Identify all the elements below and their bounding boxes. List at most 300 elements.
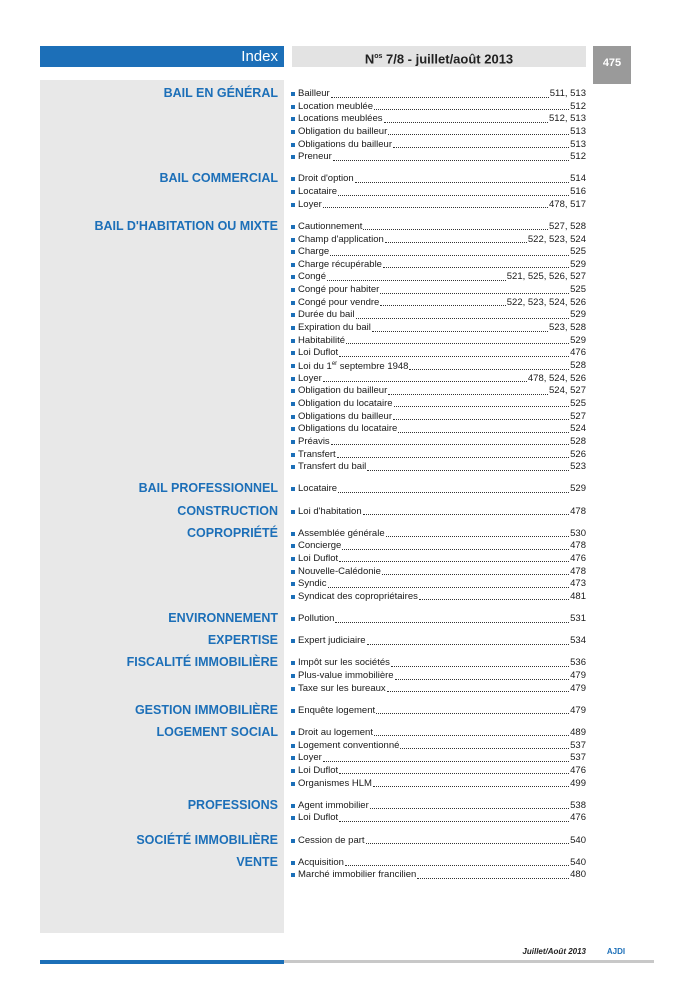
entry-pages: 540 — [570, 856, 586, 868]
dot-leader — [400, 748, 569, 749]
entry-term-text: Bailleur — [298, 88, 330, 99]
entry-pages: 513 — [570, 138, 586, 150]
entry-term — [298, 869, 416, 881]
dot-leader — [337, 457, 569, 458]
bullet-icon — [291, 238, 295, 242]
entry-pages: 531 — [570, 613, 586, 625]
dot-leader — [393, 419, 569, 420]
entry-pages: 476 — [570, 347, 586, 359]
index-entry — [291, 528, 586, 540]
dot-leader — [398, 432, 569, 433]
entry-pages: 476 — [570, 552, 586, 564]
entry-term — [298, 613, 334, 625]
bullet-icon — [291, 377, 295, 381]
index-entry — [291, 88, 586, 100]
dot-leader — [366, 843, 570, 844]
entry-term-text: Preneur — [298, 151, 332, 163]
dot-leader — [372, 331, 548, 332]
entry-term — [298, 506, 362, 518]
bullet-icon — [291, 544, 295, 548]
index-entry — [291, 284, 586, 296]
entry-pages: 513 — [570, 125, 586, 137]
entry-term — [298, 752, 322, 764]
dot-leader — [338, 492, 569, 493]
entry-pages: 523 — [570, 461, 586, 473]
entry-term — [298, 101, 373, 113]
entry-pages: 540 — [570, 834, 586, 846]
entry-pages: 478, 524, 526 — [527, 372, 586, 384]
index-entry — [291, 373, 586, 385]
entry-term-text: Loyer — [298, 752, 322, 764]
dot-leader — [393, 147, 569, 148]
dot-leader — [355, 182, 569, 183]
dot-leader — [323, 207, 548, 208]
entry-term-text: Obligation du locataire — [298, 397, 393, 409]
dot-leader — [380, 293, 569, 294]
entry-term — [298, 812, 338, 824]
entry-term-text: Transfert du bail — [298, 461, 367, 473]
entry-term — [298, 284, 379, 296]
entry-pages: 473 — [570, 578, 586, 590]
entry-term — [298, 221, 362, 233]
entry-term-text: Obligation du bailleur — [298, 125, 388, 137]
index-entry — [291, 221, 586, 233]
dot-leader — [417, 878, 569, 879]
index-entry — [291, 151, 586, 163]
index-entry — [291, 635, 586, 647]
entry-term-text: Enquête logement — [298, 704, 376, 716]
entry-term-text: Obligations du bailleur — [298, 410, 393, 422]
entry-term — [298, 765, 338, 777]
entry-term — [298, 309, 355, 321]
bullet-icon — [291, 804, 295, 808]
bullet-icon — [291, 225, 295, 229]
entry-term — [298, 398, 393, 410]
index-entry — [291, 566, 586, 578]
entry-pages: 528 — [570, 435, 586, 447]
entry-term-text: Pollution — [298, 613, 335, 625]
entry-term — [298, 835, 365, 847]
entry-pages: 512 — [570, 100, 586, 112]
entry-pages: 512, 513 — [549, 113, 586, 125]
entry-pages: 521, 525, 526, 527 — [506, 271, 586, 283]
entry-pages: 476 — [570, 812, 586, 824]
index-entry — [291, 461, 586, 473]
entry-pages: 529 — [570, 334, 586, 346]
category-heading: VENTE — [236, 854, 278, 869]
entry-term-text: Acquisition — [298, 856, 344, 868]
entry-term-text: Locataire — [298, 483, 338, 495]
index-entry — [291, 126, 586, 138]
entry-term-text: Syndicat des copropriétaires — [298, 590, 418, 602]
index-entry — [291, 705, 586, 717]
entry-term — [298, 566, 381, 578]
entry-term — [298, 151, 332, 163]
category-heading: COPROPRIÉTÉ — [187, 525, 278, 540]
entry-term-text: Charge récupérable — [298, 258, 382, 270]
entry-term — [298, 246, 329, 258]
entry-term-text: Loi Duflot — [298, 347, 339, 359]
entry-pages: 529 — [570, 309, 586, 321]
entry-term-sup: er — [331, 361, 338, 368]
entry-term — [298, 553, 338, 565]
entry-term — [298, 461, 366, 473]
dot-leader — [333, 160, 569, 161]
bullet-icon — [291, 92, 295, 96]
bullet-icon — [291, 532, 295, 536]
category-heading: ENVIRONNEMENT — [168, 611, 278, 626]
entry-term-suffix: septembre 1948 — [337, 361, 409, 373]
entry-term — [298, 385, 387, 397]
entry-pages: 499 — [570, 777, 586, 789]
index-entry — [291, 591, 586, 603]
entry-pages: 480 — [570, 869, 586, 881]
entry-term-text: Habitabilité — [298, 334, 345, 346]
bullet-icon — [291, 177, 295, 181]
bullet-icon — [291, 143, 295, 147]
bullet-icon — [291, 453, 295, 457]
dot-leader — [331, 444, 569, 445]
entry-term — [298, 358, 408, 373]
bullet-icon — [291, 288, 295, 292]
index-entry — [291, 271, 586, 283]
bullet-icon — [291, 301, 295, 305]
bullet-icon — [291, 557, 295, 561]
bullet-icon — [291, 339, 295, 343]
entry-term — [298, 411, 392, 423]
index-entry — [291, 869, 586, 881]
entry-pages: 524, 527 — [549, 385, 586, 397]
entry-pages: 478 — [570, 505, 586, 517]
dot-leader — [356, 318, 570, 319]
bullet-icon — [291, 687, 295, 691]
bullet-icon — [291, 582, 295, 586]
dot-leader — [374, 735, 569, 736]
entry-term — [298, 423, 397, 435]
entry-term — [298, 373, 322, 385]
index-entry — [291, 113, 586, 125]
entry-term-text: Assemblée générale — [298, 527, 385, 539]
entry-term-text: Loi du 1 — [298, 361, 332, 373]
dot-leader — [367, 644, 570, 645]
bullet-icon — [291, 117, 295, 121]
entry-pages: 537 — [570, 739, 586, 751]
entry-pages: 525 — [570, 397, 586, 409]
entry-term — [298, 528, 385, 540]
index-entry — [291, 360, 586, 372]
dot-leader — [388, 394, 548, 395]
bullet-icon — [291, 839, 295, 843]
bullet-icon — [291, 709, 295, 713]
dot-leader — [395, 679, 570, 680]
entry-term — [298, 800, 369, 812]
bullet-icon — [291, 510, 295, 514]
entry-term-text: Droit au logement — [298, 726, 373, 738]
index-entry — [291, 483, 586, 495]
bullet-icon — [291, 769, 295, 773]
index-entry — [291, 578, 586, 590]
entry-term — [298, 126, 387, 138]
dot-leader — [385, 242, 527, 243]
entry-term — [298, 436, 330, 448]
index-entry — [291, 411, 586, 423]
entry-term — [298, 259, 382, 271]
entry-pages: 476 — [570, 764, 586, 776]
entry-term — [298, 139, 392, 151]
entry-pages: 538 — [570, 799, 586, 811]
entry-term — [298, 657, 390, 669]
entry-term-text: Logement conventionné — [298, 739, 400, 751]
entry-term — [298, 705, 375, 717]
index-entry — [291, 234, 586, 246]
bullet-icon — [291, 639, 295, 643]
index-entry — [291, 139, 586, 151]
entry-pages: 524 — [570, 423, 586, 435]
dot-leader — [323, 761, 569, 762]
entry-term — [298, 449, 336, 461]
footer-rule-gray — [284, 960, 654, 963]
issue-sup: os — [374, 53, 383, 60]
dot-leader — [367, 470, 569, 471]
entry-term — [298, 88, 330, 100]
index-entry — [291, 553, 586, 565]
issue-prefix: N — [364, 51, 375, 67]
bullet-icon — [291, 816, 295, 820]
entry-term-text: Charge — [298, 246, 330, 258]
entry-term — [298, 591, 418, 603]
index-entry — [291, 800, 586, 812]
bullet-icon — [291, 364, 295, 368]
dot-leader — [391, 666, 569, 667]
entry-term-text: Champ d'application — [298, 233, 384, 245]
entry-term-text: Syndic — [298, 578, 327, 590]
entry-term — [298, 778, 372, 790]
index-entry — [291, 309, 586, 321]
entry-pages: 522, 523, 524 — [527, 233, 586, 245]
bullet-icon — [291, 155, 295, 159]
entry-pages: 512 — [570, 151, 586, 163]
entry-pages: 525 — [570, 246, 586, 258]
bullet-icon — [291, 105, 295, 109]
entry-term-text: Concierge — [298, 540, 342, 552]
entry-term — [298, 670, 394, 682]
entry-pages: 511, 513 — [549, 88, 586, 99]
dot-leader — [374, 109, 569, 110]
bullet-icon — [291, 351, 295, 355]
index-entry — [291, 436, 586, 448]
entry-pages: 489 — [570, 726, 586, 738]
bullet-icon — [291, 190, 295, 194]
index-entry — [291, 670, 586, 682]
entry-term — [298, 186, 337, 198]
dot-leader — [363, 514, 570, 515]
index-entry — [291, 322, 586, 334]
entry-term-text: Congé — [298, 271, 326, 283]
dot-leader — [384, 122, 549, 123]
dot-leader — [382, 574, 569, 575]
dot-leader — [345, 865, 569, 866]
entry-term-text: Locataire — [298, 186, 338, 198]
index-entry — [291, 335, 586, 347]
entry-pages: 478 — [570, 565, 586, 577]
category-heading: PROFESSIONS — [187, 797, 278, 812]
entry-pages: 528 — [570, 360, 586, 371]
entry-term-text: Impôt sur les sociétés — [298, 657, 390, 669]
dot-leader — [394, 406, 570, 407]
footer-brand: AJDI — [606, 947, 626, 956]
index-entry — [291, 857, 586, 869]
entry-term-text: Obligations du bailleur — [298, 138, 393, 150]
issue-label — [292, 46, 586, 67]
index-entry — [291, 835, 586, 847]
entry-term-text: Durée du bail — [298, 309, 355, 321]
entry-term-text: Taxe sur les bureaux — [298, 682, 386, 694]
entry-pages: 479 — [570, 704, 586, 716]
entry-pages: 478 — [570, 540, 586, 552]
entry-term — [298, 540, 341, 552]
index-entry — [291, 613, 586, 625]
entry-term — [298, 271, 326, 283]
entry-term-text: Obligations du locataire — [298, 423, 398, 435]
entry-term-text: Marché immobilier francilien — [298, 869, 417, 881]
bullet-icon — [291, 203, 295, 207]
dot-leader — [370, 808, 569, 809]
entry-pages: 479 — [570, 670, 586, 681]
category-heading: SOCIÉTÉ IMMOBILIÈRE — [136, 832, 278, 847]
dot-leader — [346, 343, 569, 344]
bullet-icon — [291, 427, 295, 431]
entry-pages: 534 — [570, 635, 586, 647]
dot-leader — [383, 267, 569, 268]
category-heading: BAIL EN GÉNÉRAL — [163, 86, 278, 100]
bullet-icon — [291, 130, 295, 134]
footer-journal: Juillet/Août 2013 — [522, 947, 586, 956]
entry-term — [298, 727, 373, 739]
entry-pages: 536 — [570, 657, 586, 669]
index-entry — [291, 246, 586, 258]
index-entry — [291, 506, 586, 518]
index-entry — [291, 683, 586, 695]
entry-pages: 523, 528 — [549, 322, 586, 334]
index-entry — [291, 173, 586, 185]
dot-leader — [388, 134, 569, 135]
index-entry — [291, 657, 586, 669]
entry-term — [298, 483, 337, 495]
bullet-icon — [291, 661, 295, 665]
index-entry — [291, 199, 586, 211]
dot-leader — [338, 195, 569, 196]
bullet-icon — [291, 731, 295, 735]
bullet-icon — [291, 861, 295, 865]
entry-term-text: Plus-value immobilière — [298, 670, 394, 681]
entry-term-text: Congé pour vendre — [298, 296, 380, 308]
bullet-icon — [291, 415, 295, 419]
issue-rest: 7/8 - juillet/août 2013 — [382, 51, 514, 67]
entry-term-text: Obligation du bailleur — [298, 385, 388, 397]
index-entry — [291, 259, 586, 271]
index-entry — [291, 727, 586, 739]
entry-term-text: Congé pour habiter — [298, 284, 380, 296]
entry-term-text: Locations meublées — [298, 113, 383, 125]
bullet-icon — [291, 570, 295, 574]
category-heading: FISCALITÉ IMMOBILIÈRE — [126, 655, 278, 670]
bullet-icon — [291, 275, 295, 279]
dot-leader — [419, 599, 569, 600]
entry-pages: 527 — [570, 410, 586, 422]
entry-term-text: Loi Duflot — [298, 552, 339, 564]
entry-term-text: Expert judiciaire — [298, 635, 366, 647]
category-heading: CONSTRUCTION — [177, 503, 278, 518]
category-heading: BAIL PROFESSIONNEL — [138, 481, 278, 496]
index-entry — [291, 423, 586, 435]
entry-pages: 481 — [570, 590, 586, 602]
index-entry — [291, 101, 586, 113]
index-entry — [291, 778, 586, 790]
category-heading: GESTION IMMOBILIÈRE — [134, 702, 278, 717]
entry-pages: 537 — [570, 752, 586, 764]
dot-leader — [380, 305, 505, 306]
bullet-icon — [291, 487, 295, 491]
index-entry — [291, 765, 586, 777]
bullet-icon — [291, 674, 295, 678]
entry-term-text: Loi Duflot — [298, 764, 339, 776]
entry-pages: 530 — [570, 527, 586, 539]
index-entry — [291, 540, 586, 552]
category-heading: EXPERTISE — [207, 633, 278, 648]
index-entry — [291, 398, 586, 410]
entry-term-text: Expiration du bail — [298, 322, 371, 334]
entry-term-text: Location meublée — [298, 100, 373, 112]
entry-term — [298, 335, 345, 347]
category-heading: BAIL D'HABITATION OU MIXTE — [94, 218, 278, 233]
entry-pages: 529 — [570, 483, 586, 495]
entry-term-text: Loi Duflot — [298, 812, 339, 824]
entry-term — [298, 113, 383, 125]
entry-term — [298, 173, 354, 185]
index-entry — [291, 297, 586, 309]
entry-term — [298, 297, 379, 309]
bullet-icon — [291, 389, 295, 393]
dot-leader — [328, 587, 570, 588]
entry-term — [298, 857, 344, 869]
bullet-icon — [291, 440, 295, 444]
bullet-icon — [291, 313, 295, 317]
dot-leader — [331, 97, 549, 98]
entry-term-text: Nouvelle-Calédonie — [298, 565, 381, 577]
entry-term-text: Préavis — [298, 435, 330, 447]
category-heading: BAIL COMMERCIAL — [159, 171, 278, 186]
index-entry — [291, 740, 586, 752]
dot-leader — [335, 622, 569, 623]
dot-leader — [409, 369, 569, 370]
entry-pages: 525 — [570, 284, 586, 296]
category-heading: LOGEMENT SOCIAL — [156, 724, 278, 739]
entry-pages: 526 — [570, 448, 586, 460]
entry-term — [298, 199, 322, 211]
bullet-icon — [291, 782, 295, 786]
footer-rule-blue — [40, 960, 284, 964]
index-entry — [291, 449, 586, 461]
entry-pages: 529 — [570, 258, 586, 270]
bullet-icon — [291, 326, 295, 330]
entry-term — [298, 234, 384, 246]
dot-leader — [376, 713, 569, 714]
dot-leader — [363, 229, 548, 230]
dot-leader — [323, 381, 527, 382]
bullet-icon — [291, 744, 295, 748]
dot-leader — [387, 691, 569, 692]
entry-term-text: Loyer — [298, 198, 322, 210]
